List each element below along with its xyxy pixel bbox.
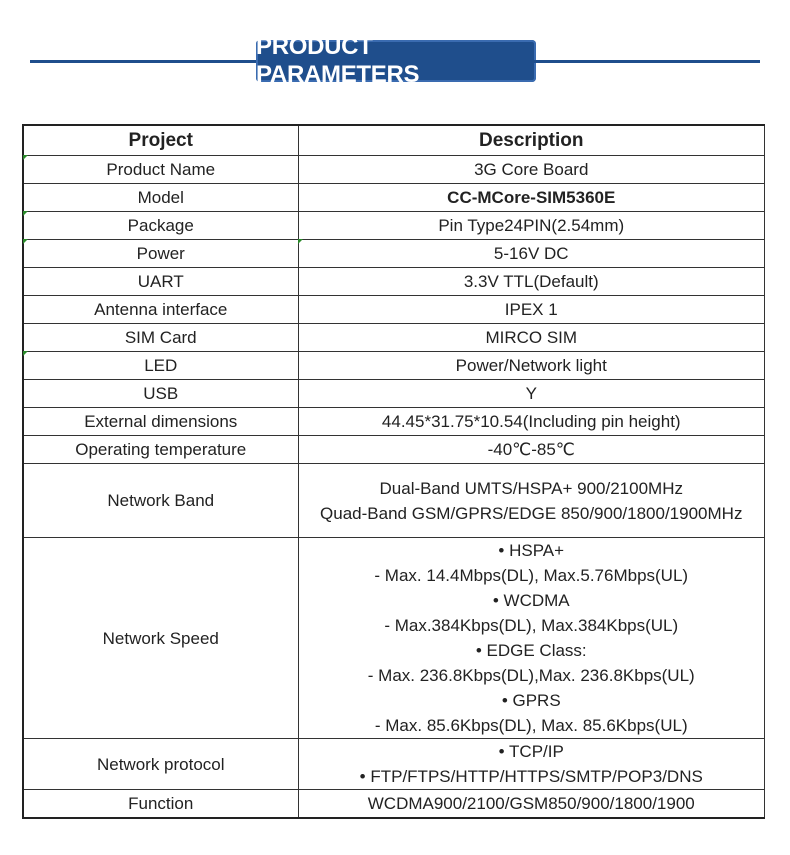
header-rule-left (30, 60, 262, 63)
row-project: Network Speed (23, 538, 298, 739)
table-row (23, 212, 765, 240)
description-line: • WCDMA (492, 591, 570, 610)
row-project: Network Band (23, 464, 298, 538)
row-project: Operating temperature (23, 436, 298, 464)
description-line: - Max. 236.8Kbps(DL),Max. 236.8Kbps(UL) (367, 666, 695, 685)
row-description: 3.3V TTL(Default) (298, 268, 765, 296)
description-line: • TCP/IP (498, 742, 564, 761)
row-description: Power/Network light (298, 352, 765, 380)
header-rule-right (530, 60, 760, 63)
table-row (23, 380, 765, 408)
table-row (23, 739, 765, 790)
description-line: - Max. 85.6Kbps(DL), Max. 85.6Kbps(UL) (374, 716, 688, 735)
row-description: Y (298, 380, 765, 408)
table-row (23, 296, 765, 324)
table-row (23, 268, 765, 296)
column-header-description: Description (298, 125, 765, 156)
table-row (23, 408, 765, 436)
section-header (0, 33, 790, 88)
row-project: External dimensions (23, 408, 298, 436)
description-line: • HSPA+ (498, 541, 565, 560)
table-row (23, 240, 765, 268)
section-title: PRODUCT PARAMETERS (256, 40, 536, 82)
description-line: • FTP/FTPS/HTTP/HTTPS/SMTP/POP3/DNS (359, 767, 703, 786)
row-description (298, 538, 765, 739)
row-description: 44.45*31.75*10.54(Including pin height) (298, 408, 765, 436)
row-project: Package (23, 212, 298, 240)
table-row (23, 352, 765, 380)
table-row (23, 436, 765, 464)
row-project: Product Name (23, 156, 298, 184)
table-row (23, 156, 765, 184)
row-project: Network protocol (23, 739, 298, 790)
table-row (23, 538, 765, 739)
row-project: Model (23, 184, 298, 212)
description-line: Dual-Band UMTS/HSPA+ 900/2100MHz (379, 478, 683, 498)
description-line: Quad-Band GSM/GPRS/EDGE 850/900/1800/1900MHz (320, 503, 743, 523)
row-description (298, 464, 765, 538)
row-project: UART (23, 268, 298, 296)
table-row (23, 324, 765, 352)
row-description: CC-MCore-SIM5360E (298, 184, 765, 212)
description-line: • GPRS (501, 691, 561, 710)
row-description: Pin Type24PIN(2.54mm) (298, 212, 765, 240)
row-description: -40℃-85℃ (298, 436, 765, 464)
table-header-row (23, 125, 765, 156)
description-line: - Max.384Kbps(DL), Max.384Kbps(UL) (384, 616, 679, 635)
table-row (23, 184, 765, 212)
row-description (298, 739, 765, 790)
table-row (23, 464, 765, 538)
row-project: Antenna interface (23, 296, 298, 324)
row-project: SIM Card (23, 324, 298, 352)
description-line: • EDGE Class: (475, 641, 587, 660)
column-header-project: Project (23, 125, 298, 156)
row-description: 5-16V DC (298, 240, 765, 268)
row-project: USB (23, 380, 298, 408)
row-project: Function (23, 790, 298, 819)
table-row (23, 790, 765, 819)
row-project: Power (23, 240, 298, 268)
row-description: WCDMA900/2100/GSM850/900/1800/1900 (298, 790, 765, 819)
row-description: MIRCO SIM (298, 324, 765, 352)
description-line: - Max. 14.4Mbps(DL), Max.5.76Mbps(UL) (374, 566, 689, 585)
product-parameters-table (22, 124, 765, 819)
row-project: LED (23, 352, 298, 380)
row-description: IPEX 1 (298, 296, 765, 324)
row-description: 3G Core Board (298, 156, 765, 184)
